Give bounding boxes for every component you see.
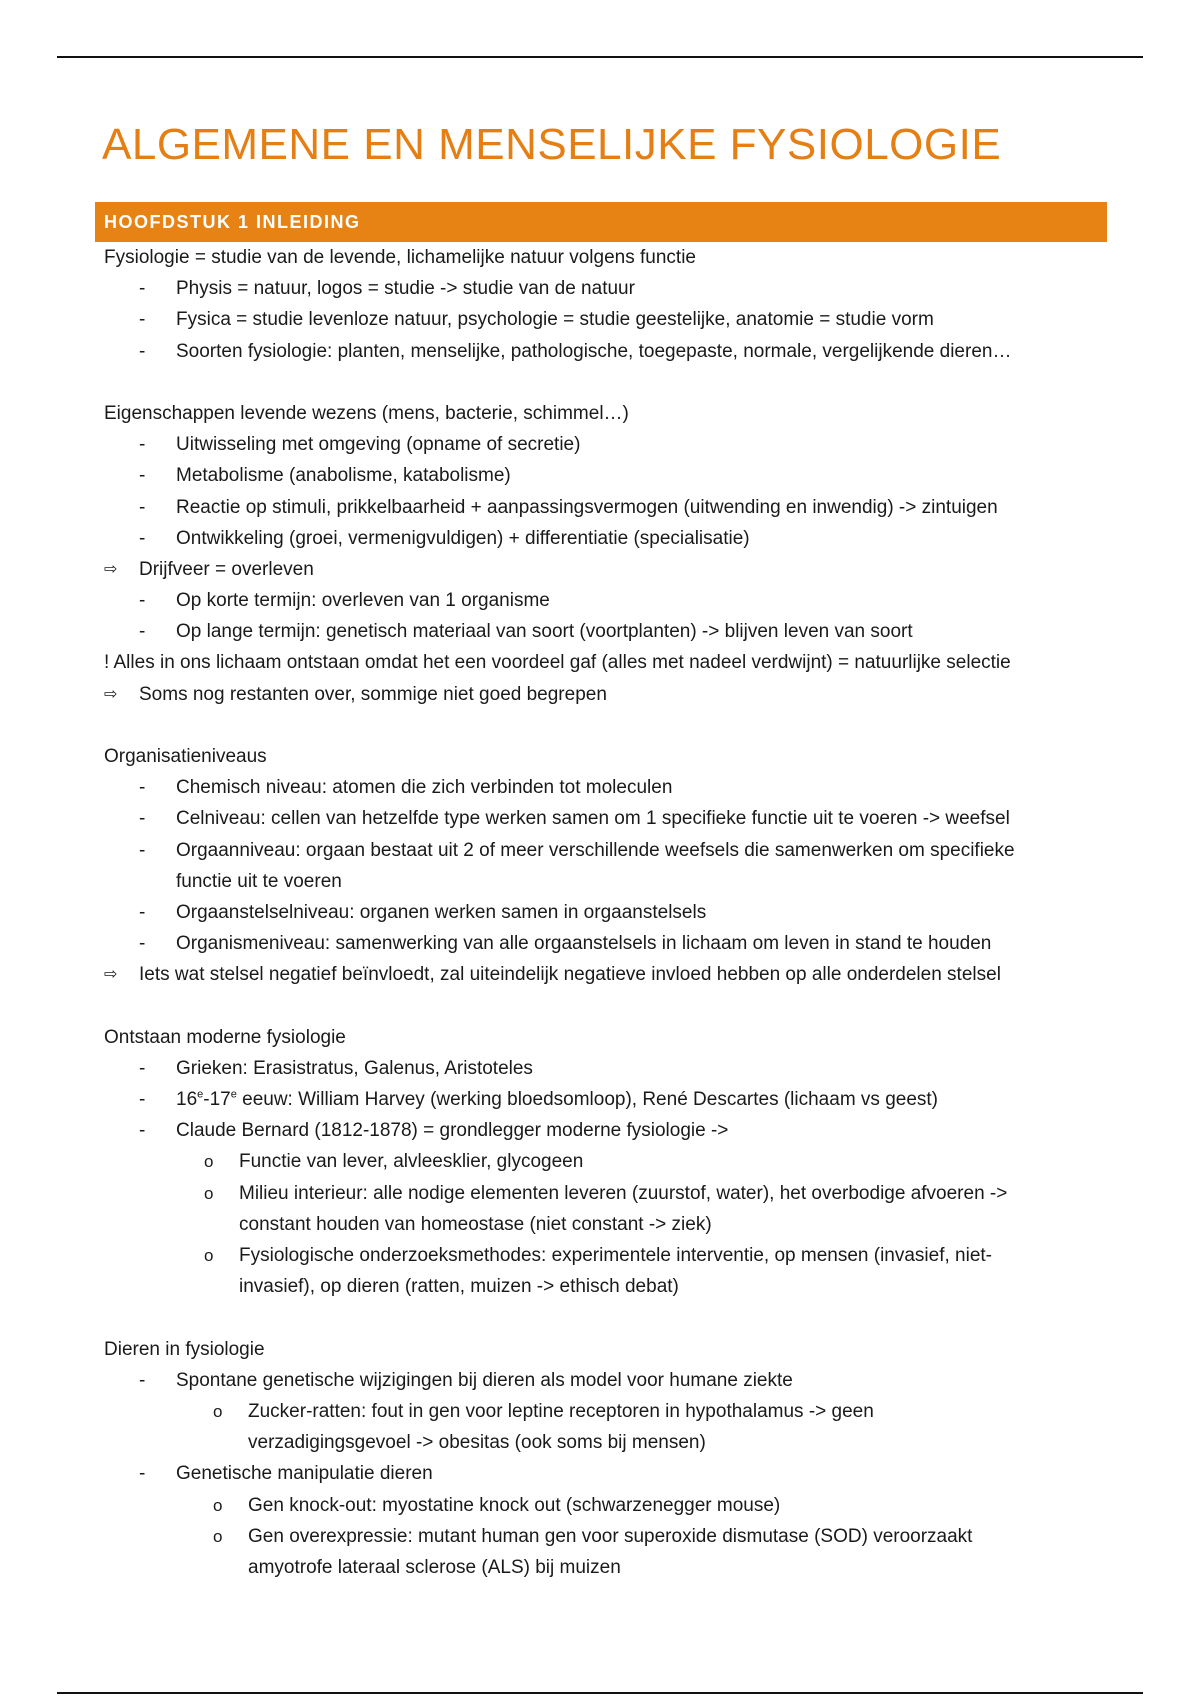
sub-list-item [0, 1178, 1200, 1209]
dash-bullet: - [139, 1369, 146, 1391]
list-item [0, 803, 1200, 834]
dash-bullet: - [139, 527, 146, 549]
list-item-text: Fysica = studie levenloze natuur, psychologie = studie geestelijke, anatomie = studie vorm [176, 309, 934, 331]
dash-bullet: - [139, 496, 146, 518]
dash-bullet: - [139, 309, 146, 331]
list-item [0, 897, 1200, 928]
dash-bullet: - [139, 340, 146, 362]
dash-bullet: - [139, 808, 146, 830]
dash-bullet: - [139, 1463, 146, 1485]
sub-list-item [0, 1490, 1200, 1521]
section-heading-eigenschappen: Eigenschappen levende wezens (mens, bacterie, schimmel…) [104, 402, 629, 424]
section-heading-ontstaan: Ontstaan moderne fysiologie [104, 1026, 346, 1048]
list-item-text: Genetische manipulatie dieren [176, 1463, 433, 1485]
sub-list-item [0, 1240, 1200, 1271]
list-item [0, 835, 1200, 866]
dash-bullet: - [139, 839, 146, 861]
circle-bullet: o [204, 1183, 214, 1203]
sub-list-item-text: Gen overexpressie: mutant human gen voor superoxide dismutase (SOD) veroorzaakt [248, 1525, 973, 1547]
dash-bullet: - [139, 1089, 146, 1111]
sub-list-item-continuation: invasief), op dieren (ratten, muizen -> ethisch debat) [239, 1276, 679, 1298]
chapter-title: HOOFDSTUK 1 INLEIDING [104, 212, 361, 232]
century-end: -17 [203, 1089, 231, 1111]
sub-list-item-text: Fysiologische onderzoeksmethodes: experimentele interventie, op mensen (invasief, niet- [239, 1245, 993, 1266]
sub-list-item-text: Zucker-ratten: fout in gen voor leptine receptoren in hypothalamus -> geen [248, 1400, 874, 1422]
list-item-text: Chemisch niveau: atomen die zich verbinden tot moleculen [176, 777, 673, 799]
list-item-text: Ontwikkeling (groei, vermenigvuldigen) + differentiatie (specialisatie) [176, 527, 750, 549]
list-item [0, 1084, 1200, 1115]
dash-bullet: - [139, 901, 146, 923]
list-item [0, 1053, 1200, 1084]
circle-bullet: o [204, 1246, 214, 1265]
dash-bullet: - [139, 434, 146, 456]
list-item-continuation: functie uit te voeren [176, 870, 342, 892]
list-item-text: Spontane genetische wijzigingen bij dieren als model voor humane ziekte [176, 1369, 793, 1391]
dash-bullet: - [139, 465, 146, 487]
sub-list-item-text: Functie van lever, alvleesklier, glycogeen [239, 1151, 584, 1173]
top-rule [57, 56, 1143, 58]
document-body [0, 242, 1200, 1583]
list-item-text: Reactie op stimuli, prikkelbaarheid + aanpassingsvermogen (uitwending en inwendig) -> zintuigen [176, 496, 998, 518]
sub-list-item-continuation: constant houden van homeostase (niet constant -> ziek) [239, 1213, 712, 1235]
arrow-item-text: Drijfveer = overleven [139, 558, 314, 580]
list-item-text: Op korte termijn: overleven van 1 organisme [176, 590, 550, 612]
list-item-text: Grieken: Erasistratus, Galenus, Aristoteles [176, 1057, 533, 1079]
circle-bullet: o [213, 1526, 223, 1546]
list-item [0, 273, 1200, 304]
dash-bullet: - [139, 590, 146, 612]
arrow-item [0, 959, 1200, 990]
list-item [0, 492, 1200, 523]
century-text: eeuw: William Harvey (werking bloedsomloop), René Descartes (lichaam vs geest) [236, 1089, 939, 1111]
list-item [0, 585, 1200, 616]
list-item-text: Celniveau: cellen van hetzelfde type werken samen om 1 specifieke functie uit te voeren -> weefsel [176, 808, 1010, 830]
list-item [0, 304, 1200, 335]
bottom-rule [57, 1692, 1143, 1694]
list-item-text: Organismeniveau: samenwerking van alle orgaanstelsels in lichaam om leven in stand te houden [176, 933, 992, 955]
sub-list-item-continuation: amyotrofe lateraal sclerose (ALS) bij muizen [248, 1556, 621, 1578]
list-item-text: Claude Bernard (1812-1878) = grondlegger moderne fysiologie -> [176, 1120, 729, 1142]
list-item [0, 1115, 1200, 1146]
superscript: e [197, 1088, 204, 1101]
dash-bullet: - [139, 278, 146, 300]
sub-list-item-text: Gen knock-out: myostatine knock out (schwarzenegger mouse) [248, 1494, 781, 1516]
list-item-text: Uitwisseling met omgeving (opname of secretie) [176, 434, 581, 456]
list-item-text: Physis = natuur, logos = studie -> studie van de natuur [176, 278, 635, 300]
dash-bullet: - [139, 933, 146, 955]
list-item-text: Metabolisme (anabolisme, katabolisme) [176, 465, 511, 487]
sub-list-item-text: Milieu interieur: alle nodige elementen leveren (zuurstof, water), het overbodige afvoeren -> [239, 1182, 1008, 1204]
list-item [0, 336, 1200, 367]
list-item-text: Op lange termijn: genetisch materiaal van soort (voortplanten) -> blijven leven van soort [176, 621, 913, 643]
chapter-header [95, 202, 1107, 242]
century-start: 16 [176, 1089, 198, 1111]
arrow-item-text: Soms nog restanten over, sommige niet goed begrepen [139, 683, 607, 705]
superscript: e [230, 1088, 237, 1101]
arrow-item [0, 554, 1200, 585]
list-item [0, 429, 1200, 460]
dash-bullet: - [139, 1057, 146, 1079]
section-heading-organisatieniveaus: Organisatieniveaus [104, 746, 267, 767]
list-item-text: Orgaanstelselniveau: organen werken samen in orgaanstelsels [176, 901, 707, 923]
arrow-right-icon: ⇨ [104, 560, 118, 578]
list-item [0, 460, 1200, 491]
list-item [0, 523, 1200, 554]
arrow-right-icon: ⇨ [104, 685, 118, 703]
dash-bullet: - [139, 777, 146, 799]
dash-bullet: - [139, 1120, 146, 1142]
arrow-item-text: Iets wat stelsel negatief beïnvloedt, zal uiteindelijk negatieve invloed hebben op alle onderdelen stelsel [139, 964, 1001, 986]
section-heading-dieren: Dieren in fysiologie [104, 1338, 265, 1360]
circle-bullet: o [213, 1495, 223, 1515]
page-title: ALGEMENE EN MENSELIJKE FYSIOLOGIE [102, 120, 1002, 169]
list-item-text [176, 1089, 938, 1110]
circle-bullet: o [213, 1401, 223, 1421]
note-line: ! Alles in ons lichaam ontstaan omdat het een voordeel gaf (alles met nadeel verdwijnt) = natuurlijke selectie [104, 652, 1011, 674]
list-item [0, 928, 1200, 959]
list-item-text: Soorten fysiologie: planten, menselijke, pathologische, toegepaste, normale, vergelijkende dieren… [176, 340, 1012, 362]
sub-list-item [0, 1146, 1200, 1177]
list-item [0, 1365, 1200, 1396]
section-heading-fysiologie: Fysiologie = studie van de levende, lichamelijke natuur volgens functie [104, 247, 696, 268]
sub-list-item-continuation: verzadigingsgevoel -> obesitas (ook soms bij mensen) [248, 1432, 706, 1454]
dash-bullet: - [139, 621, 146, 643]
circle-bullet: o [204, 1152, 214, 1172]
arrow-right-icon: ⇨ [104, 966, 118, 984]
list-item [0, 772, 1200, 803]
list-item [0, 1458, 1200, 1489]
list-item-text: Orgaanniveau: orgaan bestaat uit 2 of meer verschillende weefsels die samenwerken om specifieke [176, 839, 1015, 861]
list-item [0, 616, 1200, 647]
arrow-item [0, 679, 1200, 710]
sub-list-item [0, 1396, 1200, 1427]
sub-list-item [0, 1521, 1200, 1552]
